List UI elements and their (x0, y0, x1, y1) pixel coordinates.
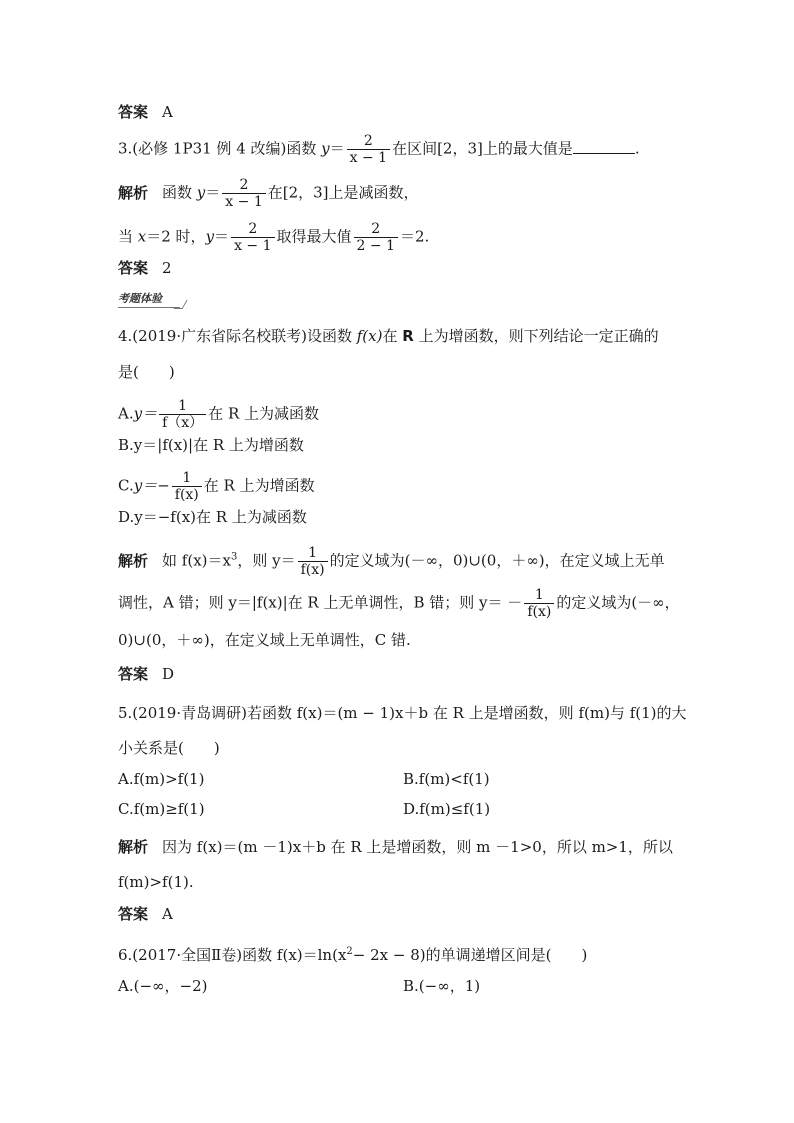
q6-option-a: A.(−∞，−2) (118, 977, 208, 995)
q4-solution-line1 (118, 545, 665, 578)
q3-eq: ＝ (329, 139, 345, 158)
answer-label: 答案 (118, 103, 149, 121)
q4-option-c (118, 470, 315, 503)
section-tag-hook (173, 300, 187, 309)
q4-sol2-num: 1 (534, 587, 544, 603)
q3-sol2-eq: ＝ (214, 227, 230, 246)
q4-opt-a-num: 1 (178, 398, 188, 414)
q5-option-d: D.f(m)≤f(1) (403, 800, 491, 818)
q4-opt-a-eq: y＝ (133, 404, 158, 423)
q3-sol2-fraction-b (354, 221, 398, 254)
q5-answer-line (118, 904, 173, 924)
q5-stem-line1: 5.(2019·青岛调研)若函数 f(x)＝(m − 1)x＋b 在 R 上是增函数，则 f(m)与 f(1)的大 (118, 704, 687, 722)
q3-sol2-b: ＝2 时， (146, 227, 206, 246)
q4-answer-line (118, 664, 174, 684)
q6-line1-a: 6.(2017·全国Ⅱ卷)函数 f(x)＝ln(x (118, 946, 347, 964)
answer-label: 答案 (118, 665, 149, 683)
q4-R: R (402, 327, 414, 345)
q4-fx: f(x) (356, 327, 383, 345)
answer-value: A (162, 103, 173, 121)
q3-sol1-y: y (196, 183, 206, 202)
section-tag: 考题体验 (118, 292, 162, 305)
section-tag-underline (118, 307, 180, 308)
q4-opt-a-fraction (159, 398, 206, 431)
q3-sol2-a: 当 (118, 227, 138, 246)
q3-sol1-b: 在[2，3]上是减函数， (267, 183, 419, 202)
q4-stem-line1 (118, 326, 659, 346)
q3-sol2-c: 取得最大值 (276, 227, 352, 246)
q4-sol1-c: 的定义域为(－∞，0)∪(0，＋∞)，在定义域上无单 (329, 551, 665, 570)
q4-opt-c-den: f(x) (172, 486, 202, 503)
q4-sol1-sup: 3 (230, 551, 238, 563)
q4-solution-line2 (118, 587, 680, 620)
q5-solution-line1 (118, 837, 673, 857)
q4-line1-c: 上为增函数，则下列结论一定正确的 (413, 327, 659, 345)
q4-opt-a-suffix: 在 R 上为减函数 (208, 404, 320, 423)
q3-sol2-den: x − 1 (231, 237, 274, 254)
q4-line1-b: 在 (382, 327, 403, 345)
q3-solution-line2 (118, 221, 429, 254)
q3-sol1-a: 函数 (162, 183, 197, 202)
q4-opt-c-num: 1 (182, 470, 192, 486)
q4-stem-line2: 是( ) (118, 363, 175, 381)
q4-option-d: D.y＝−f(x)在 R 上为减函数 (118, 508, 307, 526)
q4-opt-a-prefix: A. (118, 404, 134, 423)
q5-stem-line2: 小关系是( ) (118, 739, 220, 757)
q3-frac-num: 2 (363, 133, 373, 149)
answer-value: A (162, 905, 173, 923)
q4-sol1-a: 如 f(x)＝x (162, 551, 231, 570)
q4-opt-c-prefix: C. (118, 476, 134, 495)
q3-answer-blank (573, 139, 635, 154)
q4-sol1-den: f(x) (298, 561, 328, 578)
q4-opt-a-den: f（x） (159, 414, 206, 431)
q3-end: . (634, 139, 640, 158)
answer-value: D (162, 665, 175, 683)
q6-sup: 2 (346, 946, 353, 957)
q3-sol2-end: ＝2. (399, 227, 430, 246)
q4-sol2-b: 的定义域为(－∞， (556, 593, 680, 612)
q3-sol1-den: x − 1 (222, 193, 265, 210)
q4-option-b: B.y＝|f(x)|在 R 上为增函数 (118, 436, 304, 454)
q4-sol1-num: 1 (308, 545, 318, 561)
answer-label: 答案 (118, 259, 149, 277)
q5-option-a: A.f(m)>f(1) (118, 770, 205, 788)
solution-label: 解析 (118, 183, 149, 202)
q3-sol2-den-b: 2 − 1 (354, 237, 398, 254)
q4-solution-line3: 0)∪(0，＋∞)，在定义域上无单调性，C 错. (118, 631, 411, 649)
q5-solution-line2: f(m)>f(1). (118, 873, 194, 891)
q3-y: y (321, 139, 330, 158)
q5-option-b: B.f(m)<f(1) (403, 770, 490, 788)
q5-sol1: 因为 f(x)＝(m －1)x＋b 在 R 上是增函数，则 m －1>0，所以 m>1，所以 (162, 838, 673, 856)
q6-line1-b: − 2x − 8)的单调递增区间是( ) (352, 946, 588, 964)
q4-opt-c-suffix: 在 R 上为增函数 (203, 476, 315, 495)
solution-label: 解析 (118, 838, 149, 856)
q6-stem (118, 942, 587, 965)
q2-answer-line (118, 102, 173, 122)
q3-fraction (347, 133, 390, 166)
q4-sol2-a: 调性，A 错；则 y＝|f(x)|在 R 上无单调性，B 错；则 y＝ － (118, 593, 523, 612)
q4-sol2-fraction (524, 587, 554, 620)
q3-frac-den: x − 1 (347, 149, 390, 166)
solution-label: 解析 (118, 551, 149, 570)
q4-line1: 4.(2019·广东省际名校联考)设函数 (118, 327, 357, 345)
q3-stem (118, 133, 640, 166)
q4-opt-c-eq: y＝− (133, 476, 170, 495)
q3-suffix: 在区间[2，3]上的最大值是 (392, 139, 573, 158)
q3-sol1-num: 2 (239, 177, 249, 193)
q3-sol1-fraction (222, 177, 265, 210)
q6-option-b: B.(−∞，1) (403, 977, 481, 995)
answer-label: 答案 (118, 905, 149, 923)
q3-sol1-eq: ＝ (205, 183, 221, 202)
q3-answer-line (118, 258, 172, 278)
q3-sol2-y: y (205, 227, 215, 246)
q4-opt-c-fraction (172, 470, 202, 503)
q3-sol2-fraction (231, 221, 274, 254)
q3-prefix: 3.(必修 1P31 例 4 改编)函数 (118, 139, 322, 158)
q4-sol2-den: f(x) (524, 603, 554, 620)
answer-value: 2 (162, 259, 172, 277)
q4-sol1-fraction (298, 545, 328, 578)
q3-sol2-x: x (137, 227, 147, 246)
q4-sol1-b: ，则 y＝ (237, 551, 296, 570)
q5-option-c: C.f(m)≥f(1) (118, 800, 205, 818)
q3-sol2-num-b: 2 (371, 221, 381, 237)
q3-sol2-num: 2 (248, 221, 258, 237)
q3-solution-line1 (118, 177, 419, 210)
q4-option-a (118, 398, 319, 431)
